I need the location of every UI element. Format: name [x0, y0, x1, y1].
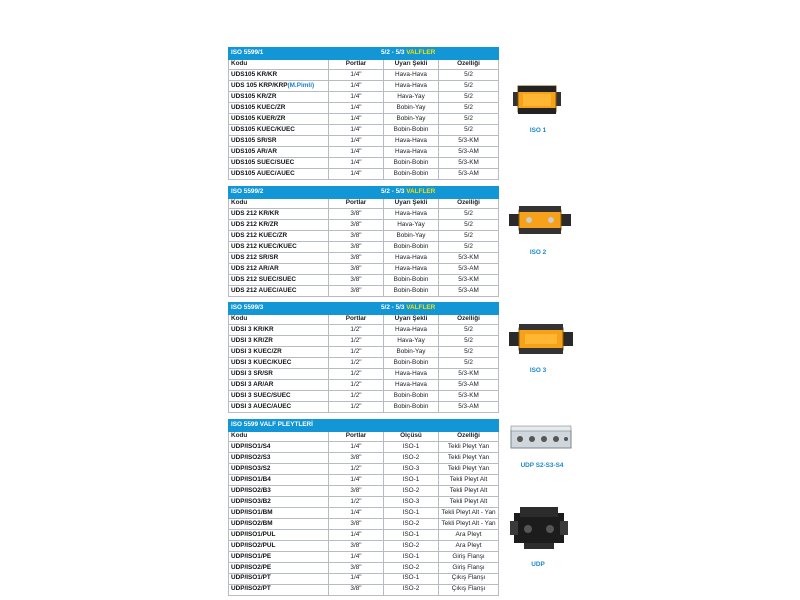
table-row: [229, 220, 499, 231]
col-header-ozellik: Özelliği: [439, 198, 499, 209]
table-row: [229, 486, 499, 497]
table-row: [229, 103, 499, 114]
cell-portlar: 1/4": [329, 168, 384, 179]
cell-portlar: 1/4": [329, 573, 384, 584]
cell-uyari: Bobin-Bobin: [384, 157, 439, 168]
cell-ozellik: 5/2: [439, 325, 499, 336]
cell-ozellik: 5/3-AM: [439, 380, 499, 391]
cell-kodu: UDSI 3 AUEC/AUEC: [229, 402, 329, 413]
cell-kodu: UDS105 KUEC/ZR: [229, 103, 329, 114]
iso3-label: ISO 3: [529, 367, 547, 374]
table-row: [229, 275, 499, 286]
table-title-row: [229, 187, 499, 199]
cell-uyari: ISO-3: [384, 497, 439, 508]
table-row: [229, 264, 499, 275]
cell-portlar: 1/4": [329, 92, 384, 103]
col-header-uyari: Uyarı Şekli: [384, 59, 439, 70]
cell-ozellik: 5/2: [439, 231, 499, 242]
cell-portlar: 3/8": [329, 286, 384, 297]
cell-portlar: 1/4": [329, 157, 384, 168]
cell-portlar: 3/8": [329, 209, 384, 220]
cell-portlar: 3/8": [329, 540, 384, 551]
cell-uyari: ISO-1: [384, 551, 439, 562]
iso3-valve-image: [509, 318, 573, 365]
cell-kodu: UDS105 AR/AR: [229, 147, 329, 158]
cell-uyari: Bobin-Bobin: [384, 391, 439, 402]
cell-ozellik: 5/3-KM: [439, 136, 499, 147]
cell-uyari: Bobin-Bobin: [384, 275, 439, 286]
table-row: [229, 442, 499, 453]
table-row: [229, 231, 499, 242]
table-row: [229, 209, 499, 220]
mpin-note: (M.Pimli): [287, 82, 315, 90]
cell-kodu: UDP/ISO2/PE: [229, 562, 329, 573]
cell-ozellik: 5/3-KM: [439, 391, 499, 402]
cell-ozellik: 5/3-KM: [439, 275, 499, 286]
cell-uyari: Bobin-Bobin: [384, 168, 439, 179]
cell-uyari: ISO-2: [384, 584, 439, 595]
cell-kodu: UDS 212 KUEC/KUEC: [229, 242, 329, 253]
cell-ozellik: 5/2: [439, 220, 499, 231]
cell-portlar: 3/8": [329, 275, 384, 286]
cell-ozellik: 5/2: [439, 103, 499, 114]
cell-portlar: 3/8": [329, 562, 384, 573]
table-iso5599-3: [228, 302, 499, 413]
cell-uyari: Bobin-Yay: [384, 114, 439, 125]
cell-ozellik: Giriş Flanşı: [439, 551, 499, 562]
table-row: [229, 573, 499, 584]
cell-kodu: UDSI 3 KUEC/KUEC: [229, 358, 329, 369]
cell-ozellik: 5/3-KM: [439, 157, 499, 168]
cell-kodu: UDSI 3 AR/AR: [229, 380, 329, 391]
cell-kodu: UDSI 3 KUEC/ZR: [229, 347, 329, 358]
cell-ozellik: Tekli Pleyt Alt: [439, 475, 499, 486]
iso2-valve-image: [509, 200, 571, 245]
table-header-row: [229, 314, 499, 325]
cell-portlar: 1/2": [329, 336, 384, 347]
cell-ozellik: 5/2: [439, 358, 499, 369]
cell-uyari: Bobin-Bobin: [384, 402, 439, 413]
cell-portlar: 1/2": [329, 391, 384, 402]
table-header-row: [229, 59, 499, 70]
cell-ozellik: Tekli Pleyt Alt: [439, 497, 499, 508]
cell-ozellik: Tekli Pleyt Yan: [439, 453, 499, 464]
col-header-uyari: Uyarı Şekli: [384, 198, 439, 209]
cell-ozellik: 5/3-AM: [439, 264, 499, 275]
cell-kodu: UDS 212 SUEC/SUEC: [229, 275, 329, 286]
cell-ozellik: 5/2: [439, 125, 499, 136]
cell-uyari: Hava-Hava: [384, 325, 439, 336]
cell-portlar: 1/4": [329, 551, 384, 562]
cell-uyari: ISO-2: [384, 486, 439, 497]
udp-side-plate-image: [510, 424, 572, 459]
col-header-portlar: Portlar: [329, 198, 384, 209]
table-subtitle: 5/2 - 5/3 VALFLER: [329, 303, 499, 315]
table-row: [229, 380, 499, 391]
cell-kodu: UDS 212 KUEC/ZR: [229, 231, 329, 242]
cell-uyari: ISO-2: [384, 562, 439, 573]
table-row: [229, 242, 499, 253]
table-row: [229, 70, 499, 81]
cell-portlar: 1/2": [329, 369, 384, 380]
cell-kodu: UDP/ISO2/PT: [229, 584, 329, 595]
table-row: [229, 391, 499, 402]
cell-portlar: 3/8": [329, 486, 384, 497]
cell-portlar: 1/2": [329, 347, 384, 358]
table-row: [229, 508, 499, 519]
table-row: [229, 562, 499, 573]
cell-ozellik: 5/3-AM: [439, 286, 499, 297]
col-header-ozellik: Özelliği: [439, 59, 499, 70]
table-row: [229, 157, 499, 168]
table-row: [229, 92, 499, 103]
cell-ozellik: Tekli Pleyt Yan: [439, 442, 499, 453]
cell-kodu: UDP/ISO1/PE: [229, 551, 329, 562]
cell-kodu: UDS 212 AUEC/AUEC: [229, 286, 329, 297]
cell-uyari: Bobin-Bobin: [384, 242, 439, 253]
cell-uyari: ISO-2: [384, 540, 439, 551]
cell-portlar: 1/4": [329, 529, 384, 540]
cell-kodu: UDP/ISO2/BM: [229, 519, 329, 530]
cell-portlar: 1/4": [329, 508, 384, 519]
table-iso5599-2: [228, 186, 499, 297]
cell-kodu: UDS105 KUER/ZR: [229, 114, 329, 125]
cell-ozellik: 5/2: [439, 336, 499, 347]
table-row: [229, 147, 499, 158]
cell-kodu: UDS105 KR/ZR: [229, 92, 329, 103]
col-header-olcu: Ölçüsü: [384, 431, 439, 442]
cell-ozellik: 5/2: [439, 347, 499, 358]
cell-uyari: ISO-1: [384, 442, 439, 453]
cell-portlar: 1/4": [329, 136, 384, 147]
cell-uyari: Hava-Hava: [384, 70, 439, 81]
udp-label: UDP: [531, 561, 545, 568]
table-header-row: [229, 431, 499, 442]
cell-uyari: Hava-Hava: [384, 209, 439, 220]
cell-portlar: 1/2": [329, 402, 384, 413]
cell-ozellik: Tekli Pleyt Alt: [439, 486, 499, 497]
udp-s-label: UDP S2-S3-S4: [520, 462, 564, 469]
cell-ozellik: Tekli Pleyt Alt - Yan: [439, 519, 499, 530]
table-row: [229, 286, 499, 297]
col-header-uyari: Uyarı Şekli: [384, 314, 439, 325]
col-header-portlar: Portlar: [329, 431, 384, 442]
col-header-kodu: Kodu: [229, 431, 329, 442]
cell-portlar: 3/8": [329, 231, 384, 242]
cell-portlar: 1/4": [329, 81, 384, 92]
table-row: [229, 347, 499, 358]
cell-ozellik: Çıkış Flanşı: [439, 584, 499, 595]
cell-kodu: UDSI 3 SUEC/SUEC: [229, 391, 329, 402]
cell-kodu: UDSI 3 SR/SR: [229, 369, 329, 380]
cell-portlar: 1/4": [329, 147, 384, 158]
table-row: [229, 453, 499, 464]
cell-uyari: Hava-Hava: [384, 369, 439, 380]
table-row: [229, 475, 499, 486]
cell-uyari: ISO-2: [384, 453, 439, 464]
table-row: [229, 497, 499, 508]
cell-uyari: Bobin-Bobin: [384, 358, 439, 369]
cell-portlar: 3/8": [329, 253, 384, 264]
table-row: [229, 519, 499, 530]
cell-portlar: 1/4": [329, 125, 384, 136]
table-title: ISO 5599 VALF PLEYTLERİ: [229, 420, 499, 432]
cell-ozellik: 5/2: [439, 209, 499, 220]
cell-portlar: 1/2": [329, 464, 384, 475]
cell-uyari: ISO-1: [384, 508, 439, 519]
cell-kodu: UDSI 3 KR/KR: [229, 325, 329, 336]
cell-ozellik: Tekli Pleyt Alt - Yan: [439, 508, 499, 519]
cell-kodu: UDP/ISO1/PUL: [229, 529, 329, 540]
cell-kodu: UDP/ISO1/S4: [229, 442, 329, 453]
cell-ozellik: Tekli Pleyt Yan: [439, 464, 499, 475]
cell-uyari: Hava-Yay: [384, 92, 439, 103]
cell-kodu: UDP/ISO1/BM: [229, 508, 329, 519]
table-iso5599-1: [228, 47, 499, 180]
cell-portlar: 1/2": [329, 325, 384, 336]
cell-portlar: 1/4": [329, 442, 384, 453]
table-title-row: [229, 48, 499, 60]
cell-kodu: UDS 212 SR/SR: [229, 253, 329, 264]
cell-kodu: UDP/ISO1/B4: [229, 475, 329, 486]
cell-uyari: Hava-Yay: [384, 220, 439, 231]
table-row: [229, 168, 499, 179]
cell-ozellik: 5/3-AM: [439, 168, 499, 179]
cell-portlar: 3/8": [329, 519, 384, 530]
iso1-label: ISO 1: [529, 127, 547, 134]
table-valf-pleytleri: [228, 419, 499, 596]
cell-uyari: Hava-Hava: [384, 81, 439, 92]
cell-portlar: 1/4": [329, 475, 384, 486]
cell-ozellik: 5/3-KM: [439, 253, 499, 264]
cell-ozellik: 5/2: [439, 114, 499, 125]
cell-uyari: Bobin-Bobin: [384, 286, 439, 297]
iso1-valve-image: [511, 80, 563, 123]
cell-uyari: Hava-Yay: [384, 336, 439, 347]
table-row: [229, 81, 499, 92]
table-title: ISO 5599/3: [229, 303, 329, 315]
table-row: [229, 369, 499, 380]
cell-kodu: UDS105 SUEC/SUEC: [229, 157, 329, 168]
table-row: [229, 402, 499, 413]
cell-kodu: UDS 212 AR/AR: [229, 264, 329, 275]
cell-uyari: Bobin-Yay: [384, 103, 439, 114]
table-row: [229, 253, 499, 264]
cell-portlar: 1/2": [329, 358, 384, 369]
cell-ozellik: 5/3-AM: [439, 402, 499, 413]
udp-plate-image: [510, 505, 568, 556]
cell-portlar: 3/8": [329, 264, 384, 275]
cell-uyari: ISO-3: [384, 464, 439, 475]
cell-ozellik: 5/2: [439, 81, 499, 92]
iso2-label: ISO 2: [529, 249, 547, 256]
cell-ozellik: 5/2: [439, 70, 499, 81]
cell-kodu: UDP/ISO3/B2: [229, 497, 329, 508]
col-header-kodu: Kodu: [229, 59, 329, 70]
col-header-kodu: Kodu: [229, 198, 329, 209]
table-row: [229, 125, 499, 136]
cell-portlar: 3/8": [329, 220, 384, 231]
cell-ozellik: 5/2: [439, 242, 499, 253]
cell-kodu: UDSI 3 KR/ZR: [229, 336, 329, 347]
table-row: [229, 464, 499, 475]
cell-uyari: Hava-Hava: [384, 147, 439, 158]
table-title-row: [229, 420, 499, 432]
table-row: [229, 584, 499, 595]
table-title-row: [229, 303, 499, 315]
col-header-portlar: Portlar: [329, 314, 384, 325]
cell-portlar: 1/4": [329, 103, 384, 114]
table-row: [229, 529, 499, 540]
table-row: [229, 358, 499, 369]
cell-portlar: 1/4": [329, 114, 384, 125]
cell-uyari: Bobin-Bobin: [384, 125, 439, 136]
cell-kodu: UDP/ISO2/PUL: [229, 540, 329, 551]
table-row: [229, 336, 499, 347]
cell-uyari: Hava-Hava: [384, 264, 439, 275]
cell-kodu: UDP/ISO2/S3: [229, 453, 329, 464]
table-title: ISO 5599/2: [229, 187, 329, 199]
cell-kodu: UDP/ISO3/S2: [229, 464, 329, 475]
cell-kodu: UDS105 SR/SR: [229, 136, 329, 147]
cell-ozellik: Ara Pleyt: [439, 529, 499, 540]
cell-uyari: ISO-2: [384, 519, 439, 530]
table-subtitle: 5/2 - 5/3 VALFLER: [329, 48, 499, 60]
col-header-ozellik: Özelliği: [439, 431, 499, 442]
table-title: ISO 5599/1: [229, 48, 329, 60]
cell-portlar: 3/8": [329, 242, 384, 253]
table-header-row: [229, 198, 499, 209]
cell-kodu: UDS105 AUEC/AUEC: [229, 168, 329, 179]
cell-uyari: Hava-Hava: [384, 136, 439, 147]
table-row: [229, 551, 499, 562]
cell-kodu: UDP/ISO2/B3: [229, 486, 329, 497]
col-header-ozellik: Özelliği: [439, 314, 499, 325]
cell-kodu: UDP/ISO1/PT: [229, 573, 329, 584]
col-header-kodu: Kodu: [229, 314, 329, 325]
cell-portlar: 1/2": [329, 380, 384, 391]
cell-kodu: UDS 212 KR/KR: [229, 209, 329, 220]
cell-kodu: UDS105 KR/KR: [229, 70, 329, 81]
cell-ozellik: Çıkış Flanşı: [439, 573, 499, 584]
cell-uyari: ISO-1: [384, 529, 439, 540]
cell-portlar: 3/8": [329, 453, 384, 464]
cell-uyari: Bobin-Yay: [384, 347, 439, 358]
col-header-portlar: Portlar: [329, 59, 384, 70]
cell-ozellik: 5/2: [439, 92, 499, 103]
cell-uyari: Hava-Hava: [384, 253, 439, 264]
cell-kodu: UDS 105 KRP/KRP(M.Pimli): [229, 81, 329, 92]
table-row: [229, 325, 499, 336]
cell-kodu: UDS105 KUEC/KUEC: [229, 125, 329, 136]
cell-kodu: UDS 212 KR/ZR: [229, 220, 329, 231]
cell-ozellik: Giriş Flanşı: [439, 562, 499, 573]
cell-portlar: 1/2": [329, 497, 384, 508]
cell-ozellik: Ara Pleyt: [439, 540, 499, 551]
table-row: [229, 114, 499, 125]
cell-uyari: ISO-1: [384, 573, 439, 584]
cell-portlar: 1/4": [329, 70, 384, 81]
cell-ozellik: 5/3-AM: [439, 147, 499, 158]
table-row: [229, 540, 499, 551]
cell-uyari: Hava-Hava: [384, 380, 439, 391]
cell-uyari: Bobin-Yay: [384, 231, 439, 242]
cell-ozellik: 5/3-KM: [439, 369, 499, 380]
table-subtitle: 5/2 - 5/3 VALFLER: [329, 187, 499, 199]
cell-uyari: ISO-1: [384, 475, 439, 486]
cell-portlar: 3/8": [329, 584, 384, 595]
table-row: [229, 136, 499, 147]
